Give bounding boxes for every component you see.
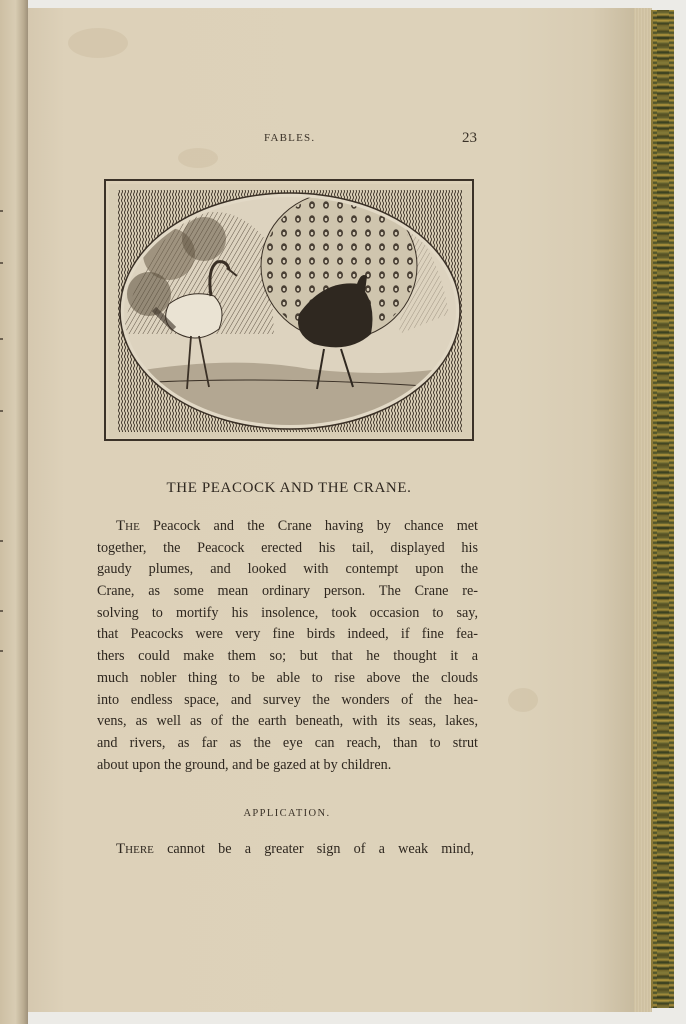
page-number: 23 <box>462 130 477 146</box>
edge-mark <box>0 262 3 264</box>
edge-mark <box>0 540 3 542</box>
edge-mark <box>0 610 3 612</box>
text-line: solving to mortify his insolence, took occasion to say, <box>97 604 478 621</box>
paper-stain <box>68 28 128 58</box>
text-line: vens, as well as of the earth beneath, with its seas, lakes, <box>97 713 478 730</box>
text-line: much nobler thing to be able to rise above the clouds <box>97 669 478 686</box>
fable-body <box>97 516 478 776</box>
fable-title: THE PEACOCK AND THE CRANE. <box>166 480 412 496</box>
text-line: thers could make them so; but that he thought it a <box>97 648 478 665</box>
paper-stain <box>508 688 538 712</box>
running-head-title: FABLES. <box>264 132 316 144</box>
text-line: gaudy plumes, and looked with contempt upon the <box>97 561 478 578</box>
text-line: about upon the ground, and be gazed at by children. <box>97 756 392 773</box>
left-page-edge <box>0 0 28 1024</box>
engraving-image <box>109 184 471 438</box>
text-line: and rivers, as far as the eye can reach, than to strut <box>97 734 478 751</box>
text-line: The Peacock and the Crane having by chance met <box>116 518 478 534</box>
text-line: Crane, as some mean ordinary person. The Crane re- <box>97 583 478 600</box>
text-line: into endless space, and survey the wonders of the hea- <box>97 691 478 708</box>
page-block-edges <box>634 8 652 1012</box>
opening-word: There <box>116 841 154 857</box>
book-page <box>28 8 635 1012</box>
edge-mark <box>0 650 3 652</box>
spine-tooling <box>657 10 669 1008</box>
text-line: together, the Peacock erected his tail, displayed his <box>97 539 478 556</box>
gilt-spine <box>651 10 674 1008</box>
edge-mark <box>0 410 3 412</box>
paper-stain <box>178 148 218 168</box>
peacock-crane-engraving <box>104 179 474 441</box>
edge-mark <box>0 338 3 340</box>
application-heading: APPLICATION. <box>243 808 331 819</box>
application-text: There cannot be a greater sign of a weak mind, <box>116 841 474 857</box>
opening-word: The <box>116 518 140 534</box>
text-line: that Peacocks were very fine birds indeed, if fine fea- <box>97 626 478 643</box>
edge-mark <box>0 210 3 212</box>
